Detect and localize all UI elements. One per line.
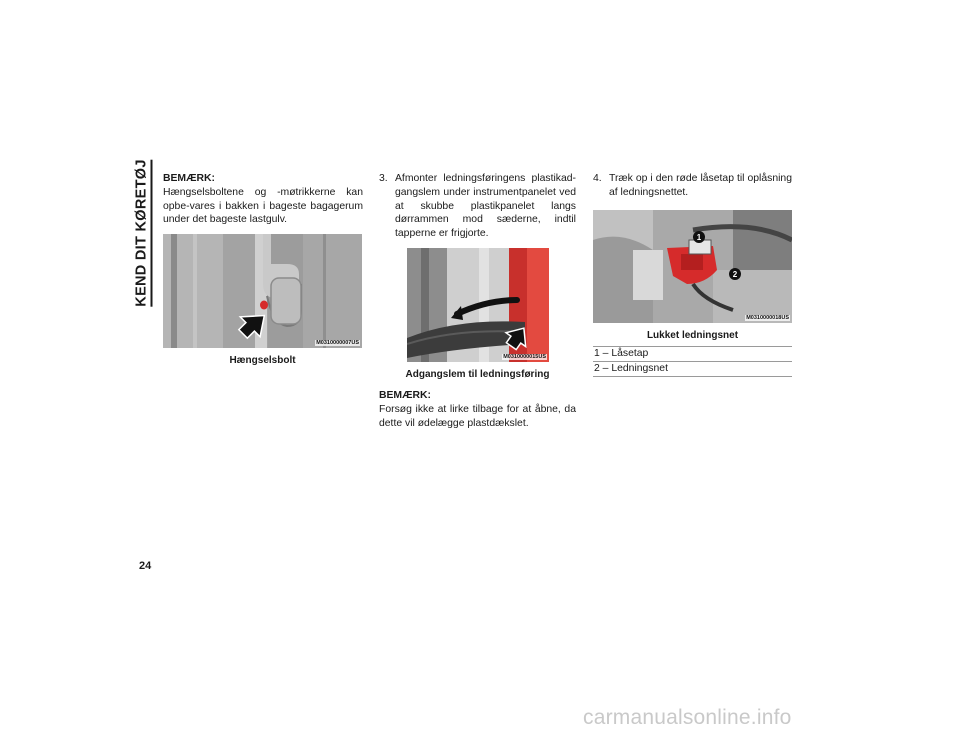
note-heading: BEMÆRK:	[379, 390, 431, 401]
callout-1: 1	[696, 233, 702, 242]
section-tab-label: KEND DIT KØRETØJ	[134, 159, 153, 306]
step-number: 4.	[593, 173, 602, 184]
access-panel-illustration	[407, 248, 549, 362]
image-code: M0310000018US	[746, 315, 789, 321]
note-text: Hængselsboltene og -møtrikkerne kan opbe-vares i bakken i bageste bagagerum under det bageste lastgulv.	[163, 186, 363, 226]
step-3	[379, 172, 576, 241]
note-heading: BEMÆRK:	[163, 173, 215, 184]
figure-caption: Lukket ledningsnet	[646, 330, 739, 341]
legend-row: 1 – Låsetap	[593, 347, 792, 362]
hinge-bolt-photo	[163, 234, 362, 348]
wiring-harness-photo	[593, 210, 792, 323]
figure-caption: Adgangslem til ledningsføring	[405, 369, 550, 380]
access-panel-photo	[407, 248, 549, 362]
step-text: Afmonter ledningsføringens plastikad-gangslem under instrumentpanelet ved at skubbe plastikpanelet langs dørrammen mod sæderne, indtil tapperne er frigjorte.	[395, 173, 576, 240]
page-number: 24	[139, 560, 152, 572]
hinge-bolt-illustration	[163, 234, 362, 348]
step-number: 3.	[379, 173, 388, 184]
watermark: carmanualsonline.info	[583, 706, 792, 729]
image-code: M0310000007US	[316, 340, 359, 346]
step-4	[593, 172, 792, 200]
note-text: Forsøg ikke at lirke tilbage for at åbne, da dette vil ødelægge plastdækslet.	[379, 403, 576, 429]
image-code: M0310000015US	[503, 354, 546, 360]
legend-table	[593, 346, 792, 377]
note-block	[379, 389, 576, 430]
column-1	[163, 172, 363, 227]
wiring-harness-illustration	[593, 210, 792, 323]
callout-2: 2	[732, 270, 738, 279]
legend-row: 2 – Ledningsnet	[593, 362, 792, 377]
figure-caption: Hængselsbolt	[229, 355, 296, 366]
step-text: Træk op i den røde låsetap til oplåsning af ledningsnettet.	[609, 173, 792, 198]
section-tab	[133, 160, 153, 306]
